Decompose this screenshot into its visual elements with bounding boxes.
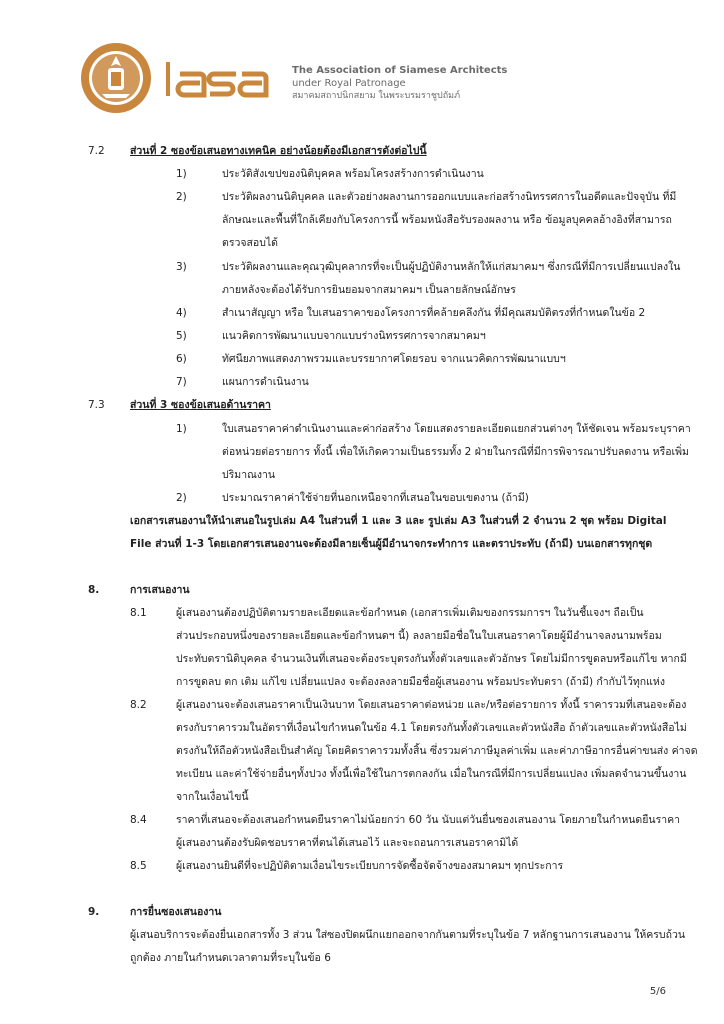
list-item: ทัศนียภาพแสดงภาพรวมและบรรยากาศโดยรอบ จากแนวคิดการพัฒนาแบบฯ [222,353,566,365]
association-name-en: The Association of Siamese Architects [292,65,508,76]
list-item: ภายหลังจะต้องได้รับการยินยอมจากสมาคมฯ เป็นลายลักษณ์อักษร [222,284,516,296]
association-seal-icon [80,42,152,114]
list-item: ประวัติผลงานและคุณวุฒิบุคลากรที่จะเป็นผู้ปฏิบัติงานหลักให้แก่สมาคมฯ ซึ่งกรณีที่มีการเปลี่ยนแปลงใน [222,261,681,273]
list-item-number: 5) [176,330,187,342]
list-item: จากในเงื่อนไขนี้ [176,791,249,803]
submission-note: File ส่วนที่ 1-3 โดยเอกสารเสนองานจะต้องมีลายเซ็นผู้มีอำนาจกระทำการ และตราประทับ (ถ้ามี) บนเอกสารทุกชุด [130,538,653,550]
list-item: ผู้เสนองานจะต้องเสนอราคาเป็นเงินบาท โดยเสนอราคาต่อหน่วย และ/หรือต่อรายการ ทั้งนี้ ราคารวมที่เสนอจะต้อง [176,699,687,711]
list-item: ปริมาณงาน [222,469,276,481]
section-title: ส่วนที่ 2 ซองข้อเสนอทางเทคนิค อย่างน้อยต้องมีเอกสารดังต่อไปนี้ [130,145,427,157]
list-item-number: 8.4 [130,814,147,826]
section-number: 9. [88,906,100,918]
list-item: ต่อหน่วยต่อรายการ ทั้งนี้ เพื่อให้เกิดความเป็นธรรมทั้ง 2 ฝ่ายในกรณีที่มีการพิจารณาปรับลดงาน หรือเพิ่ม [222,446,689,458]
asa-logo [166,62,278,98]
list-item: ใบเสนอราคาค่าดำเนินงานและค่าก่อสร้าง โดยแสดงรายละเอียดแยกส่วนต่างๆ ให้ชัดเจน พร้อมระบุราคา [222,423,691,435]
list-item: ประทับตรานิติบุคคล จำนวนเงินที่เสนอจะต้องระบุตรงกันทั้งตัวเลขและตัวอักษร โดยไม่มีการขูดลบหรือแก้ไข หากมี [176,653,687,665]
list-item: ทะเบียน และค่าใช้จ่ายอื่นๆทั้งปวง ทั้งนี้เพื่อใช้ในการตกลงกัน เมื่อในกรณีที่มีการเปลี่ยนแปลง เพิ่มลดจำนวนขึ้นงาน [176,768,687,780]
list-item-number: 1) [176,423,187,435]
letterhead [0,0,724,120]
list-item-number: 6) [176,353,187,365]
list-item: แนวคิดการพัฒนาแบบจากแบบร่างนิทรรศการจากสมาคมฯ [222,330,486,342]
page-number: 5/6 [649,986,666,997]
association-name [292,64,507,103]
association-patronage: under Royal Patronage [292,78,406,89]
list-item: ประวัติผลงานนิติบุคคล และตัวอย่างผลงานการออกแบบและก่อสร้างนิทรรศการในอดีตและปัจจุบัน ที่มี [222,191,677,203]
list-item: ลักษณะและพื้นที่ใกล้เคียงกับโครงการนี้ พร้อมหนังสือรับรองผลงาน หรือ ข้อมูลบุคคลอ้างอิงที่สามารถ [222,214,672,226]
submission-note: เอกสารเสนองานให้นำเสนอในรูปเล่ม A4 ในส่วนที่ 1 และ 3 และ รูปเล่ม A3 ในส่วนที่ 2 จำนวน 2 ชุด พร้อม Digital [130,515,667,527]
list-item: แผนการดำเนินงาน [222,376,309,388]
list-item: ราคาที่เสนอจะต้องเสนอกำหนดยืนราคาไม่น้อยกว่า 60 วัน นับแต่วันยื่นซองเสนองาน โดยภายในกำหนดยืนราคา [176,814,681,826]
list-item: ส่วนประกอบหนึ่งของรายละเอียดและข้อกำหนดฯ นี้) ลงลายมือชื่อในใบเสนอราคาโดยผู้มีอำนาจลงนามพร้อม [176,630,662,642]
list-item: ผู้เสนองานยินดีที่จะปฏิบัติตามเงื่อนไขระเบียบการจัดซื้อจัดจ้างของสมาคมฯ ทุกประการ [176,860,564,872]
list-item: ตรวจสอบได้ [222,237,278,249]
list-item: การขูดลบ ตก เติม แก้ไข เปลี่ยนแปลง จะต้องลงลายมือชื่อผู้เสนองาน พร้อมประทับตรา (ถ้ามี) กำกับไว้ทุกแห่ง [176,676,665,688]
list-item: ตรงกันให้ถือตัวหนังสือเป็นสำคัญ โดยคิดราคารวมทั้งสิ้น ซึ่งรวมค่าภาษีมูลค่าเพิ่ม และค่าภาษีอากรอื่นค่าขนส่ง ค่าจด [176,745,698,757]
section-number: 7.2 [88,145,105,157]
list-item: ประมาณราคาค่าใช้จ่ายที่นอกเหนือจากที่เสนอในขอบเขตงาน (ถ้ามี) [222,492,529,504]
list-item-number: 8.2 [130,699,147,711]
list-item: ตรงกับราคารวมในอัตราที่เงื่อนไขกำหนดในข้อ 4.1 โดยตรงกันทั้งตัวเลขและตัวหนังสือ ถ้าตัวเลขและตัวหนังสือไม่ [176,722,687,734]
list-item-number: 1) [176,168,187,180]
list-item-number: 2) [176,492,187,504]
section-title: การยื่นซองเสนองาน [130,906,222,918]
list-item: ประวัติสังเขปของนิติบุคคล พร้อมโครงสร้างการดำเนินงาน [222,168,484,180]
section-number: 8. [88,584,100,596]
section-number: 7.3 [88,399,105,411]
list-item-number: 4) [176,307,187,319]
list-item-number: 8.5 [130,860,147,872]
paragraph-line: ถูกต้อง ภายในกำหนดเวลาตามที่ระบุในข้อ 6 [130,952,331,964]
association-name-th: สมาคมสถาปนิกสยาม ในพระบรมราชูปถัมภ์ [292,91,461,101]
list-item-number: 2) [176,191,187,203]
paragraph-line: ผู้เสนอบริการจะต้องยื่นเอกสารทั้ง 3 ส่วน ใส่ซองปิดผนึกแยกออกจากกันตามที่ระบุในข้อ 7 หลักฐานการเสนองาน ให้ครบถ้วน [130,929,686,941]
list-item-number: 7) [176,376,187,388]
section-title: ส่วนที่ 3 ซองข้อเสนอด้านราคา [130,399,271,411]
list-item: ผู้เสนองานต้องรับผิดชอบราคาที่ตนได้เสนอไว้ และจะถอนการเสนอราคามิได้ [176,837,519,849]
list-item-number: 8.1 [130,607,147,619]
list-item-number: 3) [176,261,187,273]
list-item: สำเนาสัญญา หรือ ใบเสนอราคาของโครงการที่คล้ายคลึงกัน ที่มีคุณสมบัติตรงที่กำหนดในข้อ 2 [222,307,646,319]
list-item: ผู้เสนองานต้องปฏิบัติตามรายละเอียดและข้อกำหนด (เอกสารเพิ่มเติมของกรรมการฯ ในวันชี้แจงฯ ถือเป็น [176,607,644,619]
section-title: การเสนองาน [130,584,190,596]
